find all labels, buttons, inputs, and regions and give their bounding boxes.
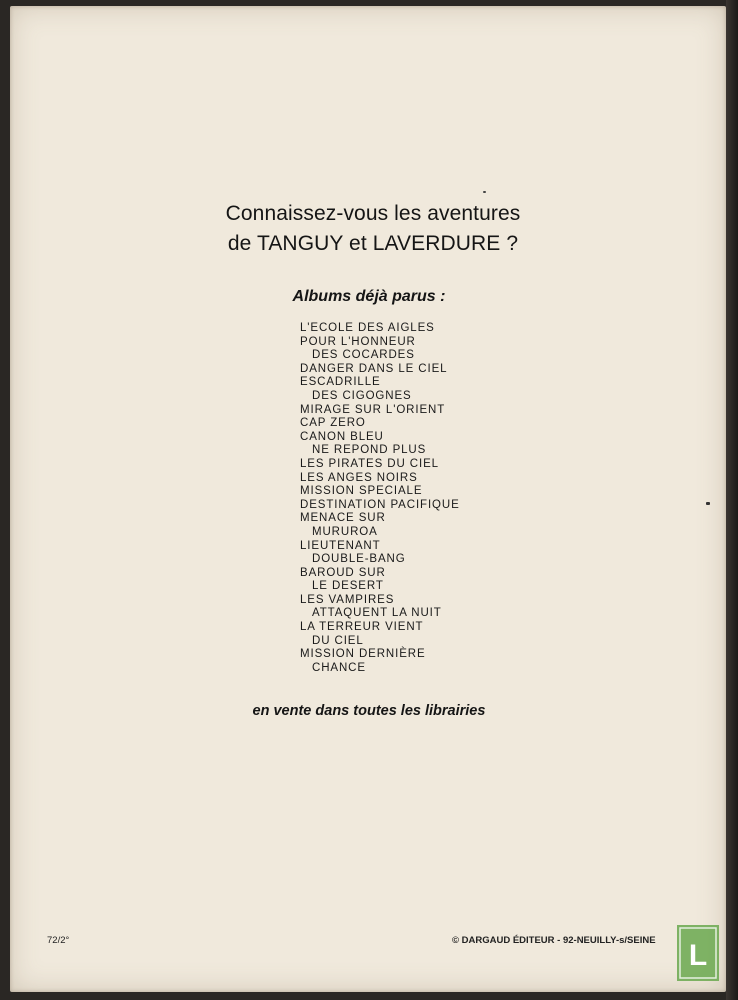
album-title (300, 648, 460, 675)
album-title-line: MISSION DERNIÈRE (300, 648, 426, 661)
album-title-line: LA TERREUR VIENT (300, 621, 424, 634)
album-title (300, 376, 460, 403)
album-title-line: LES VAMPIRES (300, 593, 395, 606)
album-title-continuation: DOUBLE-BANG (312, 553, 406, 566)
album-title (300, 404, 460, 418)
album-title (300, 499, 460, 513)
album-title-line: LES PIRATES DU CIEL (300, 457, 439, 470)
album-title (300, 594, 460, 621)
print-speck (706, 502, 710, 505)
album-title-line: MENACE SUR (300, 512, 386, 525)
album-title (300, 417, 460, 431)
album-title (300, 567, 460, 594)
album-title (300, 363, 460, 377)
watermark-letter: L (688, 939, 708, 972)
album-title-line: CAP ZERO (300, 417, 366, 430)
album-title (300, 621, 460, 648)
album-title (300, 472, 460, 486)
album-title (300, 540, 460, 567)
album-title-continuation: NE REPOND PLUS (312, 444, 427, 457)
album-title-line: MIRAGE SUR L'ORIENT (300, 403, 446, 416)
album-title-line: L'ECOLE DES AIGLES (300, 322, 435, 334)
album-title-line: DESTINATION PACIFIQUE (300, 498, 460, 511)
headline-line-2: de TANGUY et LAVERDURE ? (227, 232, 519, 255)
lastdodo-watermark-icon (677, 925, 719, 981)
album-title-continuation: ATTAQUENT LA NUIT (312, 607, 442, 620)
album-title-continuation: MURUROA (312, 525, 378, 538)
album-title-line: POUR L'HONNEUR (300, 335, 416, 348)
album-title-continuation: DU CIEL (312, 634, 364, 647)
album-title (300, 431, 460, 458)
headline-line-1: Connaissez-vous les aventures (225, 202, 521, 225)
album-title-continuation: DES CIGOGNES (312, 389, 412, 402)
album-title-line: MISSION SPECIALE (300, 485, 423, 498)
print-code: 72/2° (47, 935, 70, 946)
album-title (300, 458, 460, 472)
album-title (300, 322, 460, 336)
album-title-continuation: LE DESERT (312, 580, 384, 593)
album-title-line: LIEUTENANT (300, 539, 381, 552)
print-speck (483, 191, 486, 193)
album-title-line: CANON BLEU (300, 430, 384, 443)
albums-heading: Albums déjà parus : (292, 288, 446, 305)
album-title-line: BAROUD SUR (300, 566, 386, 579)
album-title-line: LES ANGES NOIRS (300, 471, 418, 484)
album-title-continuation: DES COCARDES (312, 349, 415, 362)
album-title (300, 485, 460, 499)
sales-tagline: en vente dans toutes les librairies (252, 703, 486, 719)
album-title (300, 512, 460, 539)
album-list (300, 322, 460, 675)
album-title-continuation: CHANCE (312, 661, 366, 674)
album-title-line: DANGER DANS LE CIEL (300, 362, 448, 375)
album-title (300, 336, 460, 363)
publisher-line: © DARGAUD ÉDITEUR - 92-NEUILLY-s/SEINE (452, 935, 656, 946)
album-title-line: ESCADRILLE (300, 376, 381, 389)
book-spine-edge (726, 0, 738, 1000)
